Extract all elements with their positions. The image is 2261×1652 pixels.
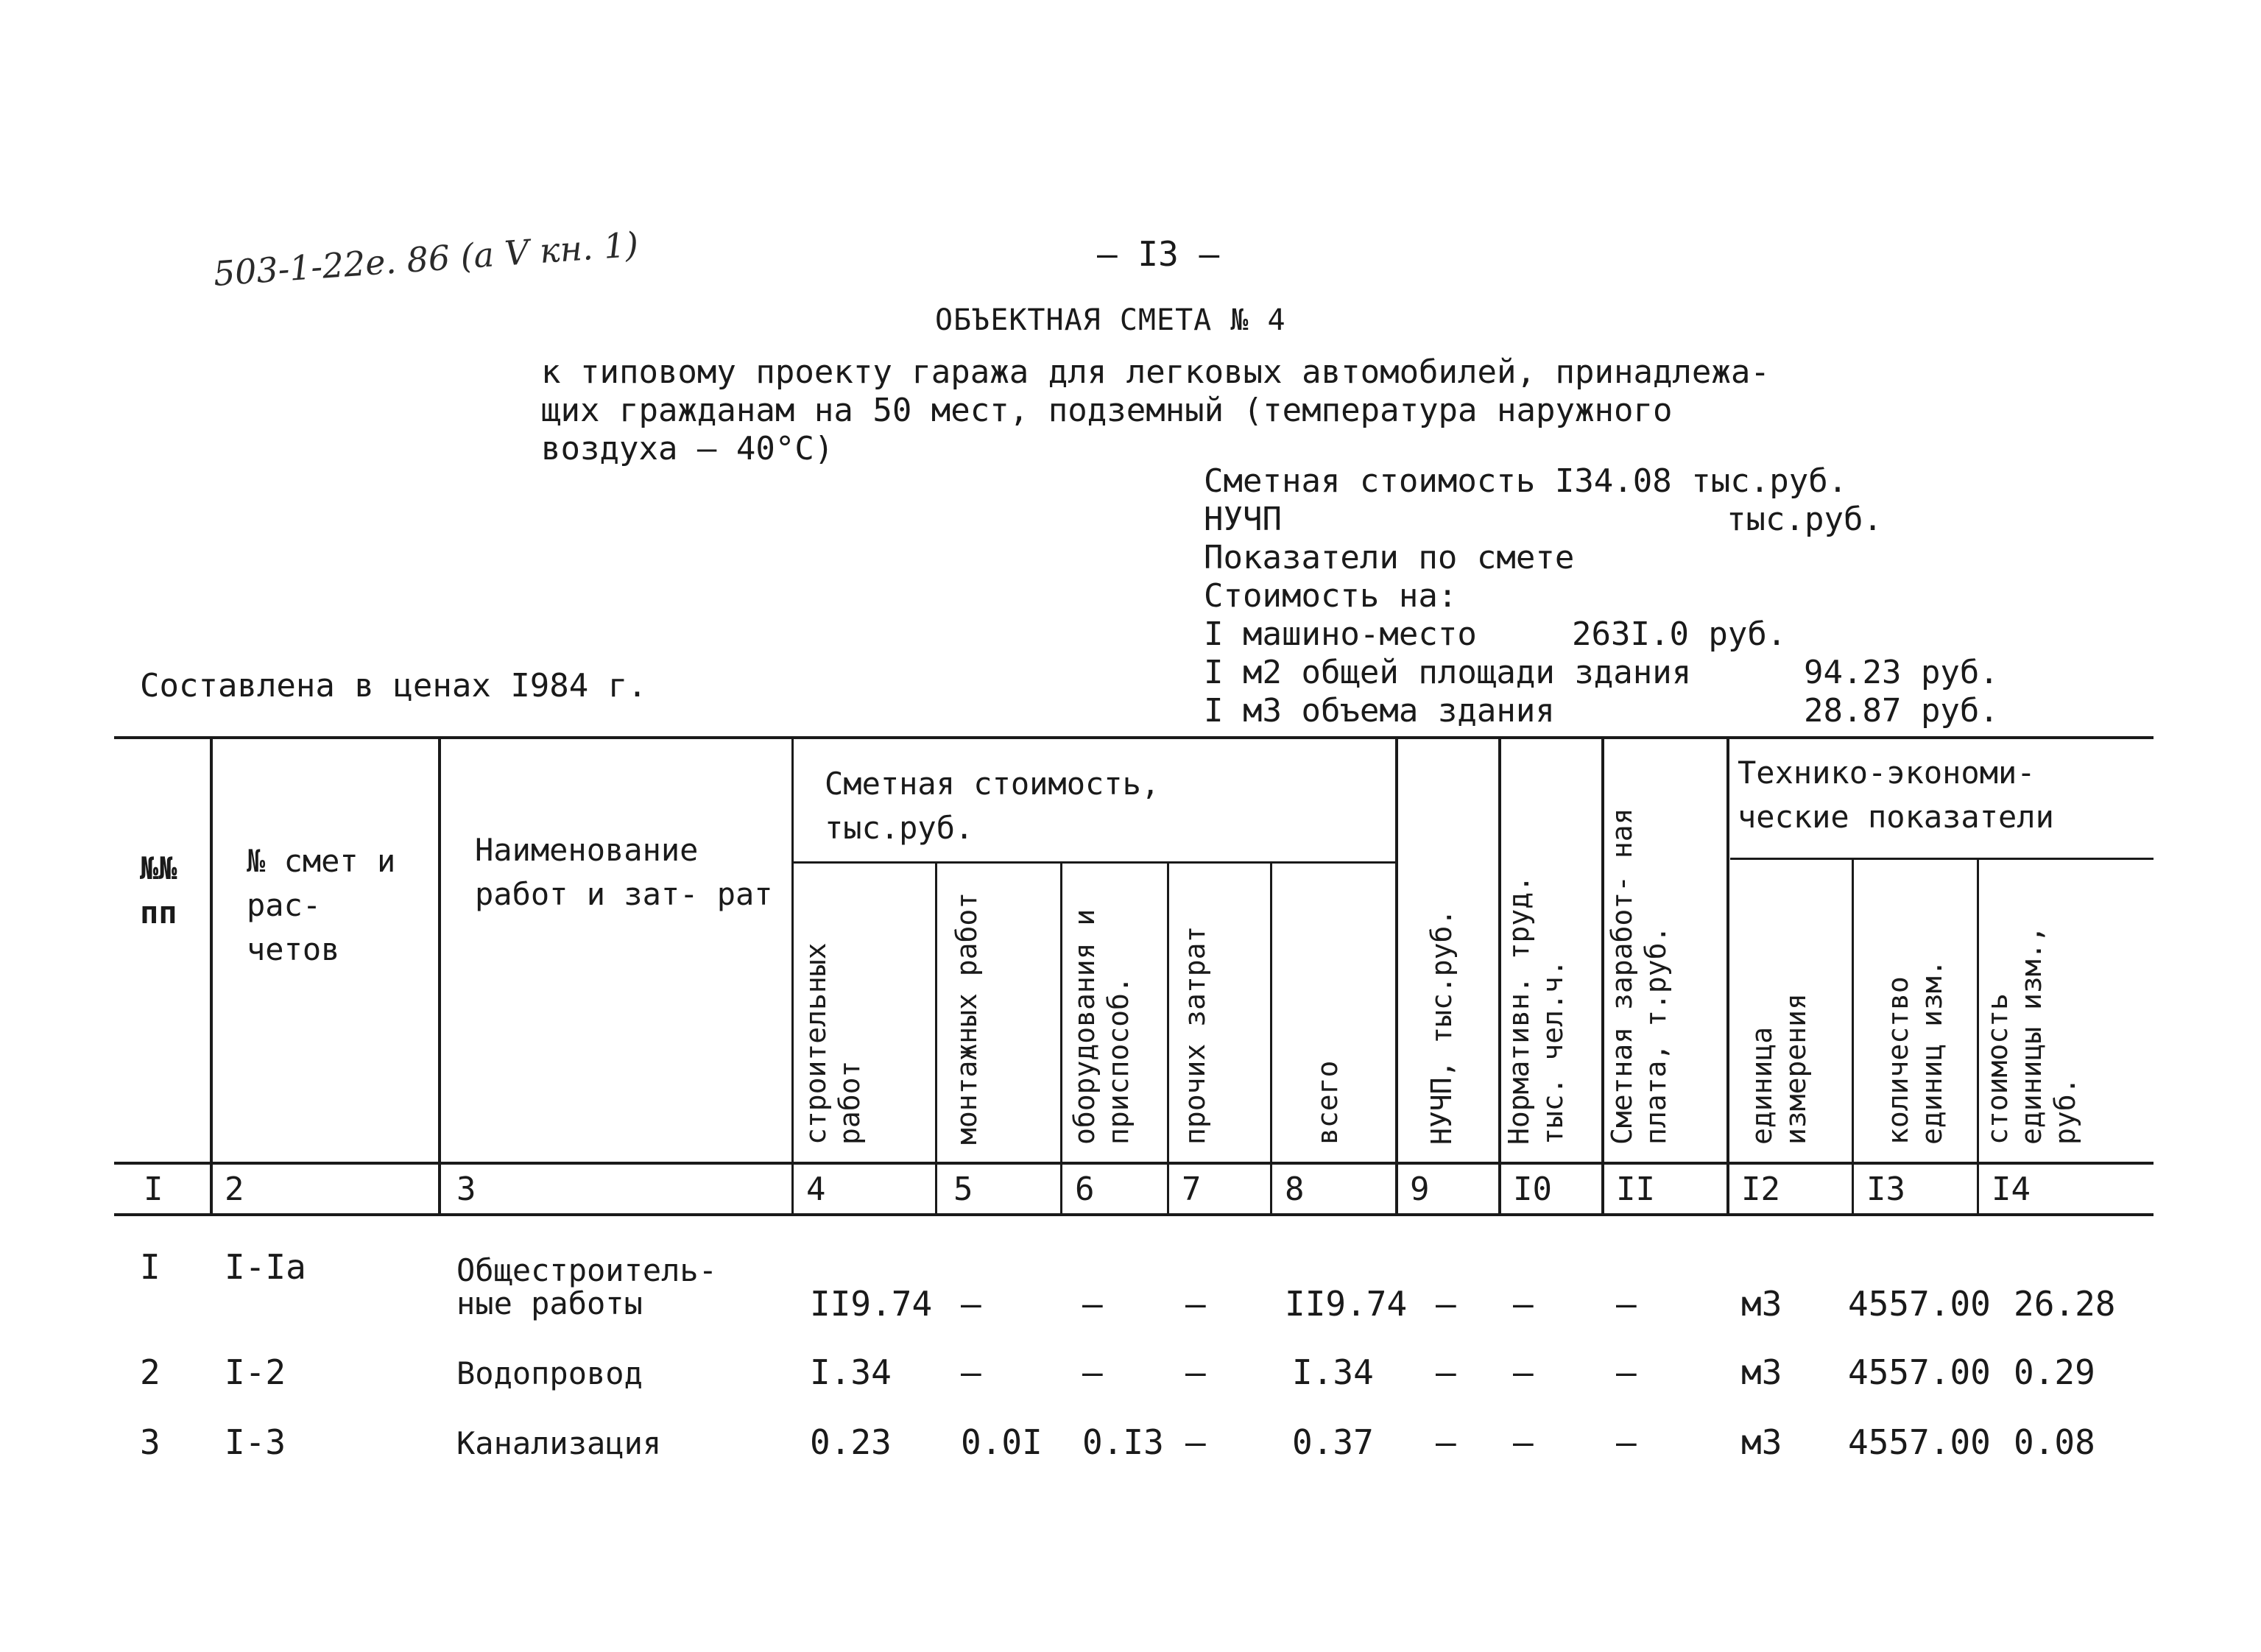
estimate-code: I-Iа xyxy=(225,1247,306,1287)
per-m2-label: I м2 общей площади здания xyxy=(1204,654,1692,691)
col-number: I xyxy=(144,1171,163,1208)
other-cost: – xyxy=(1185,1422,1206,1462)
header-bottom-rule xyxy=(114,1162,2154,1165)
col-number: 6 xyxy=(1075,1171,1095,1208)
cost-for-label: Стоимость на: xyxy=(1204,577,1458,615)
col-header-name: Наименование работ и зат- рат xyxy=(475,832,773,912)
col-header-installation: монтажных работ xyxy=(950,892,983,1145)
nuchp-unit: тыс.руб. xyxy=(1726,501,1883,538)
construction-cost: I.34 xyxy=(810,1352,892,1392)
col-number: 5 xyxy=(953,1171,973,1208)
col-number: I3 xyxy=(1866,1171,1905,1208)
nuchp-value: – xyxy=(1436,1284,1456,1324)
total-cost: I.34 xyxy=(1292,1352,1374,1392)
quantity-value: 4557.00 xyxy=(1848,1352,1991,1392)
work-name-line-1: Общестроитель- xyxy=(456,1252,718,1288)
per-m2-value: 94.23 руб. xyxy=(1804,654,1999,691)
estimate-code: I-2 xyxy=(225,1352,286,1392)
nuchp-label: НУЧП xyxy=(1204,501,1282,538)
numbers-bottom-rule xyxy=(114,1213,2154,1216)
construction-cost: 0.23 xyxy=(810,1422,892,1462)
installation-cost: – xyxy=(961,1352,981,1392)
col-divider xyxy=(210,736,213,1216)
table-top-rule xyxy=(114,736,2154,739)
labor-value: – xyxy=(1513,1352,1534,1392)
col-divider xyxy=(438,736,441,1216)
work-name-line-1: Водопровод xyxy=(456,1355,643,1391)
tech-group-rule xyxy=(1730,858,2154,860)
subtitle-line-3: воздуха – 40°С) xyxy=(541,430,834,467)
row-number: 3 xyxy=(140,1422,161,1462)
col-divider xyxy=(1498,736,1501,1216)
col-divider xyxy=(935,861,937,1216)
per-m3-label: I м3 объема здания xyxy=(1204,692,1555,730)
per-m2-line xyxy=(1204,654,1999,692)
per-place-line xyxy=(1204,615,1847,654)
tech-group-header: Технико-экономи- ческие показатели xyxy=(1738,755,2054,835)
unit-value: м3 xyxy=(1741,1284,1782,1324)
equipment-cost: – xyxy=(1082,1284,1103,1324)
col-number: II xyxy=(1616,1171,1655,1208)
cost-group-header: Сметная стоимость, тыс.руб. xyxy=(825,766,1160,846)
col-divider xyxy=(1060,861,1062,1216)
col-header-unit: единица измерения xyxy=(1746,993,1812,1145)
subtitle-line-1: к типовому проекту гаража для легковых автомобилей, принадлежа- xyxy=(541,353,1770,391)
nuchp-value: – xyxy=(1436,1352,1456,1392)
col-number: 4 xyxy=(806,1171,826,1208)
col-number: 3 xyxy=(456,1171,476,1208)
col-header-equipment: оборудования и приспособ. xyxy=(1068,908,1135,1145)
labor-value: – xyxy=(1513,1422,1534,1462)
document-title: ОБЪЕКТНАЯ СМЕТА № 4 xyxy=(935,303,1286,337)
col-divider xyxy=(1601,736,1604,1216)
per-place-value: 263I.0 руб. xyxy=(1572,615,1787,653)
col-header-nuchp: НУЧП, тыс.руб. xyxy=(1425,908,1458,1145)
total-cost: 0.37 xyxy=(1292,1422,1374,1462)
other-cost: – xyxy=(1185,1352,1206,1392)
per-m3-line xyxy=(1204,692,1999,730)
quantity-value: 4557.00 xyxy=(1848,1422,1991,1462)
cost-group-rule xyxy=(791,861,1395,864)
handwritten-code: 503-1-22е. 86 (а V кн. 1) xyxy=(212,224,640,294)
col-number: 9 xyxy=(1410,1171,1430,1208)
col-header-total: всего xyxy=(1311,1060,1344,1145)
work-name-line-2: ные работы xyxy=(456,1285,643,1321)
subtitle xyxy=(541,353,1770,468)
col-header-estimate-code: № смет и рас- четов xyxy=(247,843,396,967)
col-number: 2 xyxy=(225,1171,244,1208)
col-header-other: прочих затрат xyxy=(1179,925,1211,1145)
nuchp-line xyxy=(1204,501,1883,539)
page-number: – I3 – xyxy=(1097,234,1220,274)
construction-cost: II9.74 xyxy=(810,1284,933,1324)
row-number: I xyxy=(140,1247,161,1287)
col-header-quantity: количество единиц изм. xyxy=(1882,959,1948,1145)
col-header-unit-cost: стоимость единицы изм., руб. xyxy=(1981,925,2081,1145)
col-divider xyxy=(791,736,794,1216)
col-number: I2 xyxy=(1741,1171,1780,1208)
col-header-construction: строительных работ xyxy=(800,942,866,1145)
per-place-label: I машино-место xyxy=(1204,615,1477,653)
equipment-cost: – xyxy=(1082,1352,1103,1392)
unit-cost-value: 0.29 xyxy=(2014,1352,2095,1392)
col-header-wages: Сметная заработ- ная плата, т.руб. xyxy=(1606,808,1672,1145)
unit-cost-value: 0.08 xyxy=(2014,1422,2095,1462)
nuchp-value: – xyxy=(1436,1422,1456,1462)
wages-value: – xyxy=(1616,1352,1637,1392)
col-header-labor: Нормативн. труд. тыс. чел.ч. xyxy=(1503,875,1569,1145)
work-name-line-1: Канализация xyxy=(456,1425,662,1461)
col-divider xyxy=(1977,858,1979,1216)
quantity-value: 4557.00 xyxy=(1848,1284,1991,1324)
row-number: 2 xyxy=(140,1352,161,1392)
equipment-cost: 0.I3 xyxy=(1082,1422,1164,1462)
col-divider xyxy=(1726,736,1729,1216)
col-number: 7 xyxy=(1182,1171,1202,1208)
col-number: I0 xyxy=(1513,1171,1552,1208)
total-cost-line: Сметная стоимость I34.08 тыс.руб. xyxy=(1204,462,1848,500)
cost-summary xyxy=(1204,462,1999,730)
labor-value: – xyxy=(1513,1284,1534,1324)
wages-value: – xyxy=(1616,1284,1637,1324)
other-cost: – xyxy=(1185,1284,1206,1324)
unit-value: м3 xyxy=(1741,1352,1782,1392)
installation-cost: 0.0I xyxy=(961,1422,1043,1462)
col-divider xyxy=(1270,861,1272,1216)
indicators-label: Показатели по смете xyxy=(1204,539,1575,576)
unit-cost-value: 26.28 xyxy=(2014,1284,2116,1324)
subtitle-line-2: щих гражданам на 50 мест, подземный (температура наружного xyxy=(541,392,1673,429)
col-header-number: №№ пп xyxy=(140,850,177,931)
per-m3-value: 28.87 руб. xyxy=(1804,692,1999,730)
col-divider xyxy=(1852,858,1854,1216)
total-cost: II9.74 xyxy=(1285,1284,1408,1324)
estimate-code: I-3 xyxy=(225,1422,286,1462)
col-divider xyxy=(1395,736,1398,1216)
prices-note: Составлена в ценах I984 г. xyxy=(140,667,647,705)
installation-cost: – xyxy=(961,1284,981,1324)
col-divider xyxy=(1167,861,1169,1216)
col-number: I4 xyxy=(1992,1171,2031,1208)
col-number: 8 xyxy=(1285,1171,1305,1208)
wages-value: – xyxy=(1616,1422,1637,1462)
unit-value: м3 xyxy=(1741,1422,1782,1462)
